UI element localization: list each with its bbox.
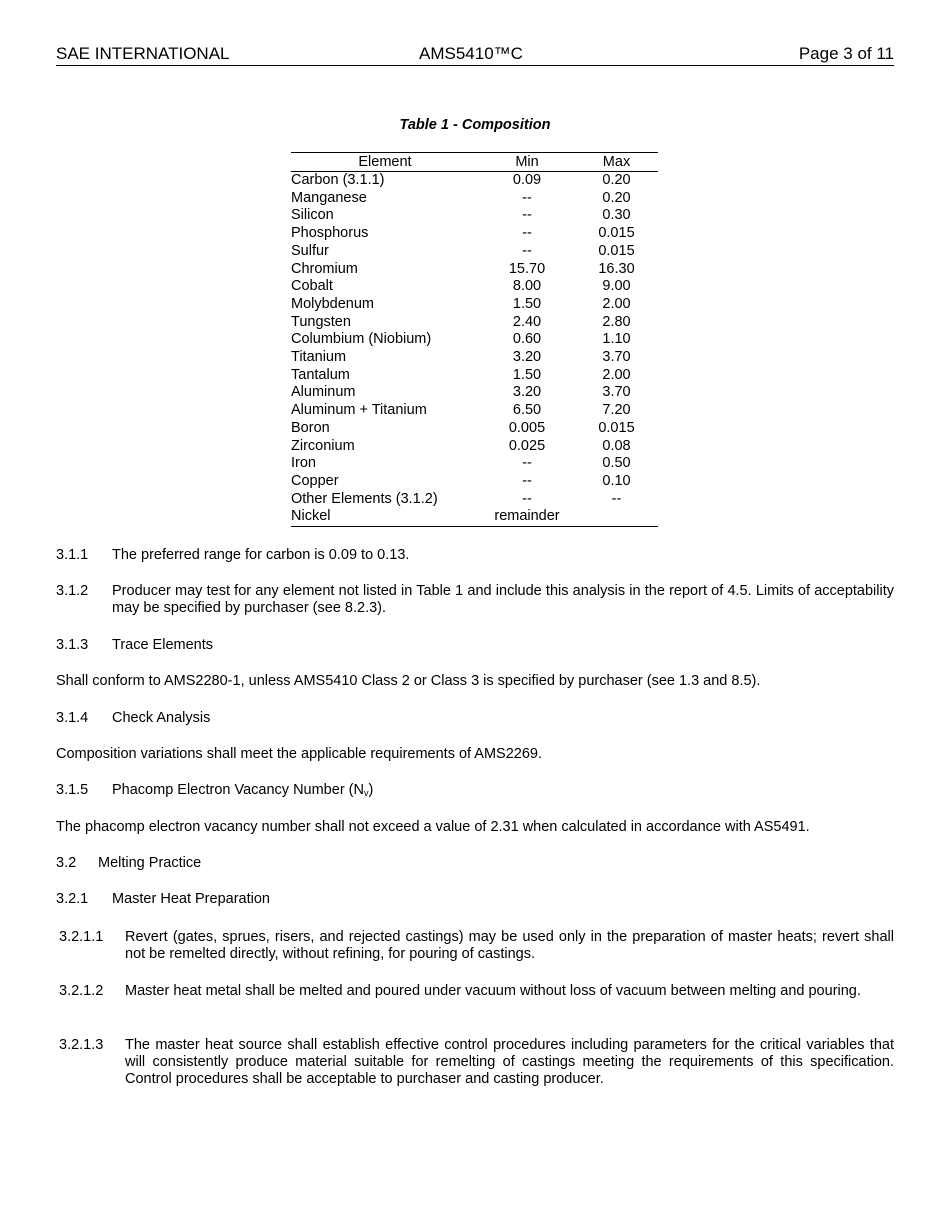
section-text: The preferred range for carbon is 0.09 to 0.13. [112, 547, 410, 563]
section-title: Master Heat Preparation [112, 891, 270, 907]
section-text: Producer may test for any element not listed in Table 1 and include this analysis in the report of 4.5. Limits of acceptability may be specified by purchaser (see 8.2.3). [112, 583, 894, 616]
cell-max: 0.30 [602, 207, 631, 224]
cell-min: 0.005 [508, 419, 546, 436]
section-title: Trace Elements [112, 637, 213, 653]
table-row [291, 349, 658, 367]
table-row [291, 278, 658, 296]
header-doc-number: AMS5410™C [419, 44, 523, 63]
section-number: 3.2.1.1 [59, 929, 104, 945]
cell-max: 1.10 [602, 331, 631, 348]
cell-min: 6.50 [512, 402, 542, 419]
table-row [291, 314, 658, 332]
section-number: 3.2.1.3 [59, 1037, 104, 1053]
cell-max: 16.30 [598, 260, 635, 277]
cell-min: -- [522, 189, 532, 206]
cell-element: Copper [291, 472, 339, 489]
cell-min: -- [522, 242, 532, 259]
section-number: 3.2.1 [56, 891, 89, 907]
table-row [291, 296, 658, 314]
cell-max: 0.015 [598, 225, 635, 242]
cell-max: 7.20 [602, 402, 631, 419]
cell-element: Iron [291, 455, 316, 472]
section-number: 3.1.3 [56, 637, 89, 653]
cell-max: 2.00 [602, 295, 631, 312]
column-header-max: Max [575, 153, 658, 172]
cell-min: 3.20 [512, 349, 542, 366]
cell-max: 2.00 [602, 366, 631, 383]
table-row [291, 261, 658, 279]
table-row [291, 190, 658, 208]
cell-min: 8.00 [512, 278, 542, 295]
cell-element: Boron [291, 419, 330, 436]
table-header-row [291, 153, 658, 172]
table-row [291, 438, 658, 456]
cell-max: 0.20 [602, 189, 631, 206]
cell-max: 0.015 [598, 242, 635, 259]
cell-max: 0.08 [602, 437, 631, 454]
section-3-1-5-body: The phacomp electron vacancy number shall not exceed a value of 2.31 when calculated in accordance with AS5491. [56, 819, 810, 835]
cell-max: 3.70 [602, 349, 631, 366]
cell-min: 1.50 [512, 295, 542, 312]
cell-min: 1.50 [512, 366, 542, 383]
section-number: 3.1.5 [56, 782, 89, 798]
section-number: 3.2.1.2 [59, 983, 104, 999]
section-text: Revert (gates, sprues, risers, and rejected castings) may be used only in the preparation of master heats; revert shall not be remelted directly, without refining, for pouring of castings. [125, 929, 894, 962]
cell-element: Cobalt [291, 278, 333, 295]
section-number: 3.1.1 [56, 547, 89, 563]
section-text: Master heat metal shall be melted and poured under vacuum without loss of vacuum between melting and pouring. [125, 983, 861, 999]
cell-element: Zirconium [291, 437, 355, 454]
cell-element: Tungsten [291, 313, 351, 330]
cell-max: 3.70 [602, 384, 631, 401]
cell-min: 0.60 [512, 331, 542, 348]
cell-element: Columbium (Niobium) [291, 331, 432, 348]
cell-element: Sulfur [291, 242, 329, 259]
page-header [56, 43, 894, 66]
section-number: 3.2 [56, 855, 77, 871]
table-row [291, 402, 658, 420]
column-header-min: Min [479, 153, 575, 172]
cell-element: Aluminum [291, 384, 356, 401]
cell-element: Molybdenum [291, 295, 375, 312]
cell-min: remainder [479, 508, 575, 526]
cell-element: Phosphorus [291, 225, 369, 242]
cell-max: 0.50 [602, 455, 631, 472]
column-header-element: Element [291, 153, 479, 172]
cell-max: 9.00 [602, 278, 631, 295]
cell-max: -- [611, 490, 622, 507]
cell-element: Chromium [291, 260, 358, 277]
cell-min: 0.025 [508, 437, 546, 454]
section-title: Melting Practice [98, 855, 202, 871]
cell-element: Aluminum + Titanium [291, 402, 427, 419]
cell-max: 0.10 [602, 472, 631, 489]
cell-min: -- [522, 225, 532, 242]
table-row [291, 508, 658, 526]
table-row [291, 473, 658, 491]
table-row [291, 367, 658, 385]
cell-min: -- [522, 472, 532, 489]
table-row [291, 207, 658, 225]
table-row [291, 420, 658, 438]
table-row [291, 172, 658, 190]
cell-max [575, 508, 658, 526]
section-title-end: ) [368, 782, 374, 798]
cell-min: 3.20 [512, 384, 542, 401]
section-title [112, 782, 894, 802]
cell-max: 2.80 [602, 313, 631, 330]
table-body [291, 172, 658, 527]
cell-max: 0.20 [602, 172, 631, 188]
header-org: SAE INTERNATIONAL [56, 44, 230, 63]
table-row [291, 491, 658, 509]
cell-min: -- [522, 490, 532, 507]
section-number: 3.1.2 [56, 583, 89, 599]
cell-element: Carbon (3.1.1) [291, 172, 385, 188]
section-text: The master heat source shall establish effective control procedures including parameters for the critical variables that will consistently produce material suitable for remelting of castings meeting the requirements of this specification. Control procedures shall be acceptable to purchaser and casting producer. [125, 1037, 894, 1087]
table-row [291, 384, 658, 402]
section-title-subscript: v [363, 788, 369, 798]
cell-element: Other Elements (3.1.2) [291, 490, 438, 507]
cell-min: -- [522, 207, 532, 224]
table-caption: Table 1 - Composition [399, 117, 551, 133]
section-3-1-3-body: Shall conform to AMS2280-1, unless AMS5410 Class 2 or Class 3 is specified by purchaser (see 1.3 and 8.5). [56, 673, 761, 689]
composition-table [291, 152, 658, 527]
cell-min: 2.40 [512, 313, 542, 330]
section-number: 3.1.4 [56, 710, 89, 726]
cell-max: 0.015 [598, 419, 635, 436]
section-title-main: Phacomp Electron Vacancy Number (N [112, 782, 364, 798]
cell-element: Titanium [291, 349, 347, 366]
table-row [291, 243, 658, 261]
section-title: Check Analysis [112, 710, 211, 726]
cell-element: Tantalum [291, 366, 350, 383]
table-row [291, 225, 658, 243]
cell-element: Manganese [291, 189, 367, 206]
cell-element: Silicon [291, 207, 334, 224]
table-row [291, 455, 658, 473]
header-page-number: Page 3 of 11 [798, 44, 894, 63]
cell-min: -- [522, 455, 532, 472]
table-row [291, 331, 658, 349]
cell-element: Nickel [291, 508, 479, 526]
cell-min: 15.70 [508, 260, 546, 277]
cell-min: 0.09 [512, 172, 542, 188]
section-3-1-4-body: Composition variations shall meet the applicable requirements of AMS2269. [56, 746, 543, 762]
